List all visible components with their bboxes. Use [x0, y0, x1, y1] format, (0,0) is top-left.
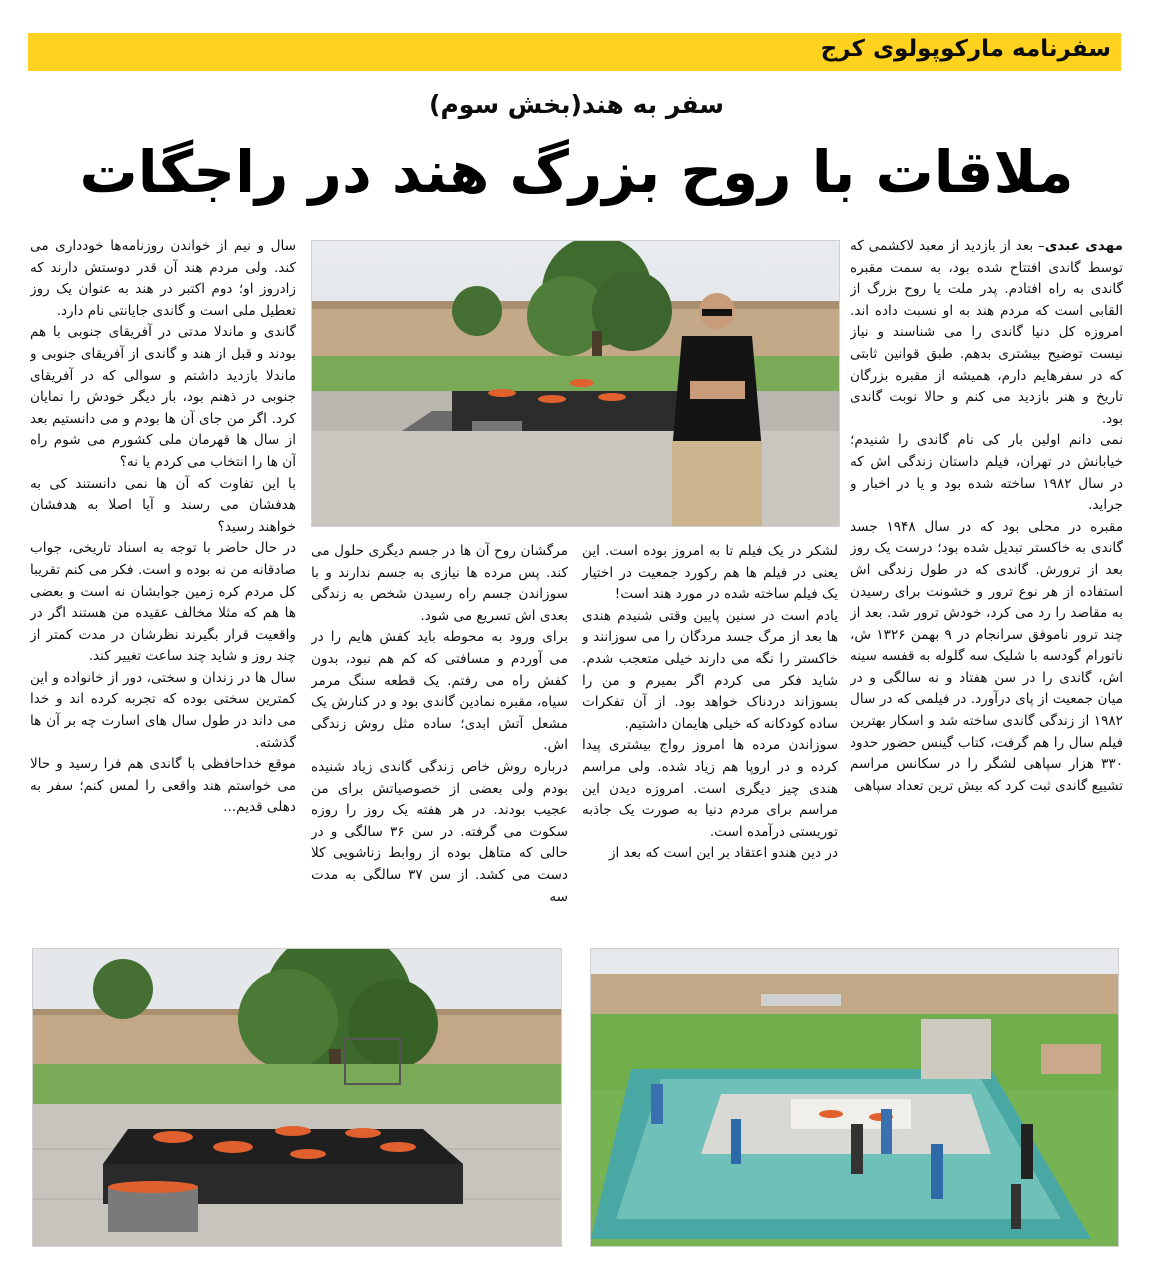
paragraph: در حال حاضر با توجه به اسناد تاریخی، جواب صادقانه من نه بوده و است. فکر می کنم تقریبا کل مردم کره زمین جوابشان نه است و بعضی ها هم که مثلا مخالف عقیده من هستند اگر در واقعیت قرار بگیرند نظرشان در مدت کمتر از چند روز و شاید چند ساعت تغییر کند. — [30, 540, 296, 665]
article-headline: ملاقات با روح بزرگ هند در راجگات — [79, 138, 1074, 206]
paragraph: برای ورود به محوطه باید کفش هایم را در می آوردم و مسافتی که کم هم نبود، بدون کفش راه می رفتم. یک قطعه سنگ مرمر سیاه، مقبره نمادین گاندی بود و در کنارش یک مشعل آتش ابدی؛ ساده مثل روش زندگی اش. — [311, 629, 568, 754]
article-kicker: سفر به هند(بخش سوم) — [429, 90, 724, 119]
paragraph: با این تفاوت که آن ها نمی دانستند کی به هدفشان می رسند و آیا اصلا به هدفشان خواهند رسید؟ — [30, 475, 296, 535]
author-name: مهدی عبدی — [1044, 238, 1123, 254]
column-middle-left — [311, 541, 568, 926]
paragraph: لشکر در یک فیلم تا به امروز بوده است. این یعنی در فیلم ها هم رکورد جمعیت در اختیار یک فیلم ساخته شده در مورد هند است! — [582, 543, 838, 603]
column-middle-right — [582, 541, 838, 926]
paragraph: درباره روش خاص زندگی گاندی زیاد شنیده بودم ولی بعضی از خصوصیاتش برای من عجیب بودند. در هر هفته یک روز را روزه سکوت می گرفته. در سن ۳۶ سالگی و در حالی که متاهل بوده از روابط زناشویی کلا دست می کشد. از سن ۳۷ سالگی به مدت سه — [311, 758, 568, 905]
section-banner — [28, 33, 1121, 71]
column-right — [850, 236, 1123, 921]
paragraph: مرگشان روح آن ها در جسم دیگری حلول می کند. پس مرده ها نیازی به جسم ندارند و با سوزاندن جسم راه رسیدن شخص به زندگی بعدی اش تسریع می شود. — [311, 543, 568, 624]
paragraph: سال ها در زندان و سختی، دور از خانواده و این کمترین سختی بوده که تجربه کرده اند و خدا می داند در طول سال های اسارت چه بر آن ها گذشته. — [30, 669, 296, 751]
paragraph: در دین هندو اعتقاد بر این است که بعد از — [608, 845, 838, 862]
paragraph: گاندی و ماندلا مدتی در آفریقای جنوبی با هم بودند و قبل از هند و گاندی از آفریقای جنوبی و ماندلا بازدید داشتم و سوالی که در آفریقای جنوبی در ذهنم بود، بار دیگر خودش را نمایان کرد. اگر من جای آن ها بودم و می دانستیم بعد از سال ها قهرمان ملی کشورم می شوم راه آن ها را انتخاب می کردم یا نه؟ — [30, 324, 296, 470]
paragraph: موقع خداحافظی با گاندی هم فرا رسید و حالا می خواستم هند واقعی را لمس کنم؛ سفر به دهلی قدیم... — [30, 756, 296, 816]
photo-visitors-at-memorial — [590, 948, 1119, 1247]
photo-memorial-platform — [32, 948, 562, 1247]
photo-man-at-memorial — [311, 240, 840, 527]
paragraph: سوزاندن مرده ها امروز رواج بیشتری پیدا کرده و در اروپا هم زیاد شده. ولی مراسم هندی چیز دیگری است. امروزه دیدن این مراسم برای مردم دنیا به صورت یک جاذبه توریستی درآمده است. — [582, 737, 838, 840]
paragraph: مقبره در محلی بود که در سال ۱۹۴۸ جسد گاندی به خاکستر تبدیل شده بود؛ درست یک روز بعد از ترورش. گاندی که در طول زندگی اش استفاده از هر نوع ترور و خشونت برای رسیدن به مقاصد را رد می کرد، خودش ترور شد. بعد از چند ترور ناموفق سرانجام در ۹ بهمن ۱۳۲۶ ش، ناتورام گودسه با شلیک سه گلوله به قفسه سینه اش، گاندی را در سن هفتاد و نه سالگی و در میان جمعیت از پای درآورد. در فیلمی که در سال ۱۹۸۲ از زندگی گاندی ساخته شد و اسکار بهترین فیلم سال را هم گرفت، کتاب گینس حضور حدود ۳۳۰ هزار سپاهی لشگر را در سکانس مراسم تشییع گاندی ثبت کرد که بیش ترین تعداد سپاهی — [850, 518, 1123, 794]
paragraph: نمی دانم اولین بار کی نام گاندی را شنیدم؛ خیابانش در تهران، فیلم داستان زندگی اش که در سال ۱۹۸۲ ساخته شده بود و یا در اخبار و جراید. — [850, 432, 1123, 514]
section-title: سفرنامه مارکوپولوی کرج — [820, 36, 1111, 62]
paragraph-text: – بعد از بازدید از معبد لاکشمی که توسط گاندی افتتاح شده بود، به سمت مقبره گاندی به راه افتادم. پدر ملت یا روح بزرگ از القابی است که مردم هند به او نسبت داده اند. امروزه کل دنیا گاندی را می شناسند و نیاز نیست توضیح بیشتری بدهم. طبق قوانین ثابتی که در سفرهایم دارم، همیشه از مقبره بزرگان تاریخ و هنر بازدید می کنم و حالا نوبت گاندی بود. — [850, 238, 1123, 427]
paragraph — [850, 236, 1123, 430]
paragraph: سال و نیم از خواندن روزنامه‌ها خودداری می کند. ولی مردم هند آن قدر دوستش دارند که زادروز او؛ دوم اکتبر در هند به عنوان یک روز تعطیل ملی است و گاندی جایانتی نام دارد. — [30, 238, 296, 319]
paragraph: یادم است در سنین پایین وقتی شنیدم هندی ها بعد از مرگ جسد مردگان را می سوزانند و خاکستر را نگه می دارند خیلی متعجب شدم. شاید فکر می کردم اگر بمیرم و من را بسوزاند دردناک خواهد بود. از آن تفکرات ساده کودکانه که خیلی هایمان داشتیم. — [582, 607, 838, 732]
column-left — [30, 236, 296, 926]
